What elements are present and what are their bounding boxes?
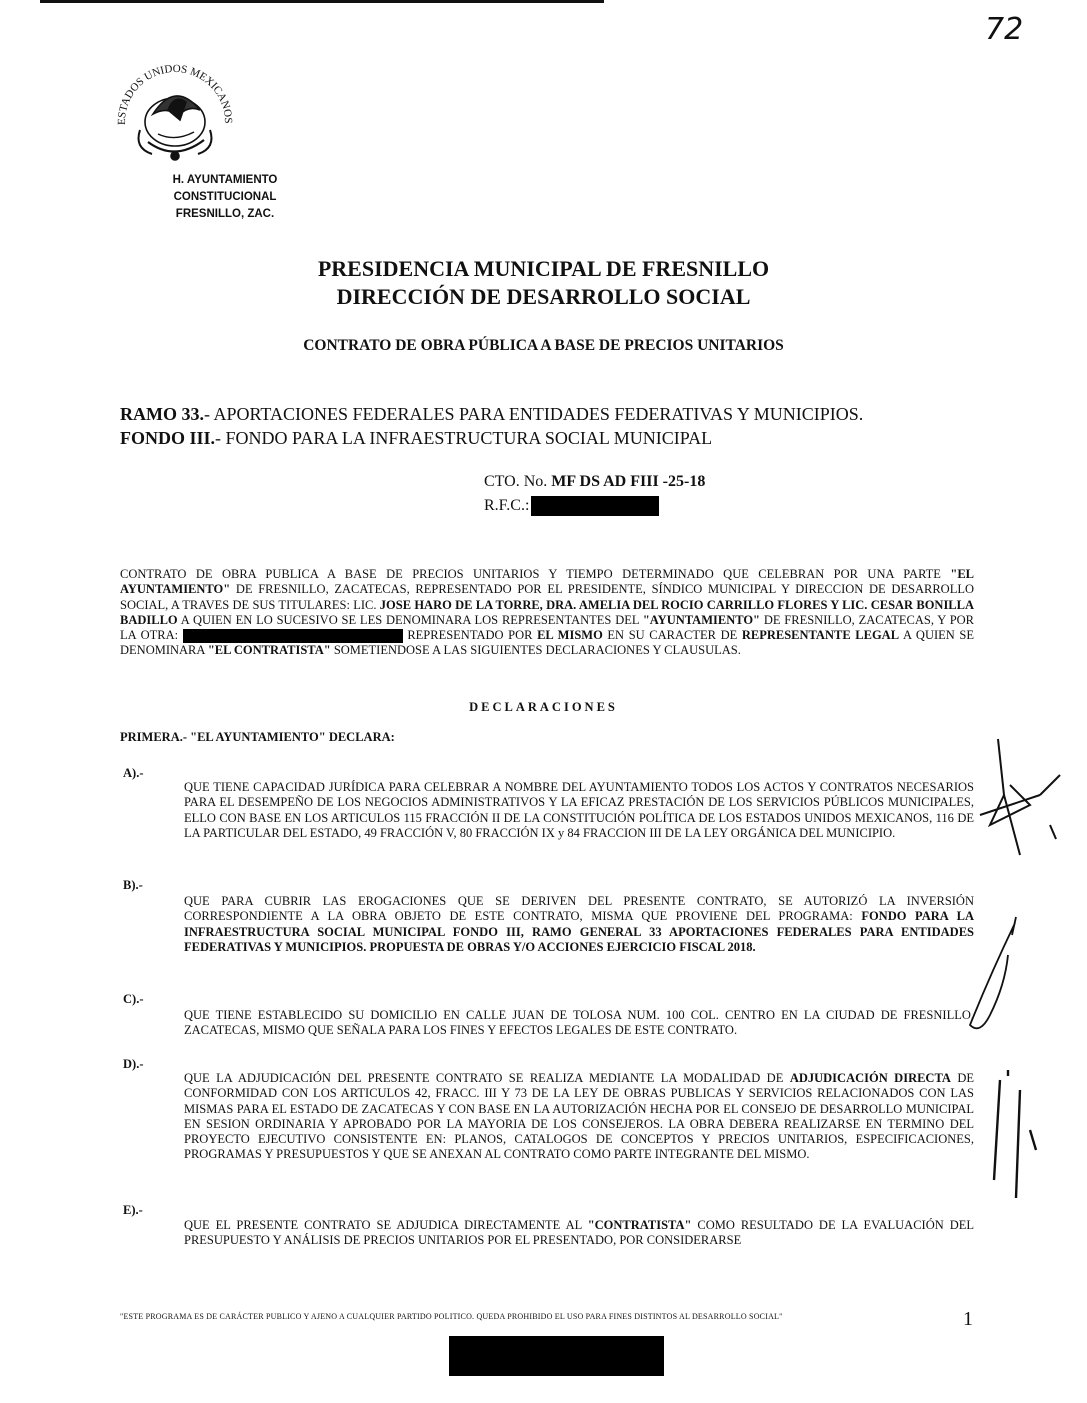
signature-mark-1: [960, 735, 1070, 865]
clause-a-label: A).-: [123, 766, 144, 780]
clause-d-plain-1: QUE LA ADJUDICACIÓN DEL PRESENTE CONTRATO SE REALIZA MEDIANTE LA MODALIDAD DE: [184, 1071, 784, 1085]
intro-text-6: EN SU CARACTER DE: [602, 628, 738, 643]
intro-bold-ayuntamiento-2: "AYUNTAMIENTO": [642, 612, 760, 627]
contract-number-block: [484, 470, 705, 518]
contract-subtitle: CONTRATO DE OBRA PÚBLICA A BASE DE PRECIOS UNITARIOS: [303, 337, 784, 354]
intro-bold-mismo: EL MISMO: [537, 628, 603, 643]
signature-mark-2: [960, 915, 1070, 1045]
rfc-label: R.F.C.:: [484, 497, 530, 514]
clause-b-text: [184, 894, 974, 955]
intro-bold-ayuntamiento: "EL AYUNTAMIENTO": [120, 567, 975, 597]
org-header: [150, 172, 300, 223]
clause-e-plain-2: COMO RESULTADO DE LA EVALUACIÓN DEL PRESUPUESTO Y ANÁLISIS DE PRECIOS UNITARIOS POR EL PRESENTADO, POR CONSIDERARSE: [184, 1218, 975, 1248]
fondo-text: - FONDO PARA LA INFRAESTRUCTURA SOCIAL MUNICIPAL: [215, 428, 713, 448]
clause-a-text: QUE TIENE CAPACIDAD JURÍDICA PARA CELEBRAR A NOMBRE DEL AYUNTAMIENTO TODOS LOS ACTOS Y CONTRATOS NECESARIOS PARA EL DESEMPEÑO DE LOS NEGOCIOS ADMINISTRATIVOS Y LA EFICAZ PRESTACIÓN DE LOS SERVICIOS PÚBLICOS MUNICIPALES, ELLO CON BASE EN LOS ARTICULOS 115 FRACCIÓN II DE LA CONSTITUCIÓN POLÍTICA DE LOS ESTADOS UNIDOS MEXICANOS, 116 DE LA PARTICULAR DEL ESTADO, 49 FRACCIÓN V, 80 FRACCIÓN IX y 84 FRACCION III DE LA LEY ORGÁNICA DEL MUNICIPIO.: [184, 780, 974, 840]
intro-text-7: A QUIEN SE DENOMINARA: [120, 628, 974, 658]
intro-text-8: SOMETIENDOSE A LAS SIGUIENTES DECLARACIONES Y CLAUSULAS.: [330, 643, 741, 658]
handwritten-page-number: 72: [985, 12, 1024, 47]
org-header-line-1: H. AYUNTAMIENTO: [172, 174, 278, 186]
org-header-line-2: CONSTITUCIONAL: [173, 191, 277, 203]
intro-text-4: DE FRESNILLO, ZACATECAS, Y POR LA OTRA:: [120, 612, 975, 643]
title-presidencia: PRESIDENCIA MUNICIPAL DE FRESNILLO: [317, 256, 770, 281]
top-rule: [40, 0, 604, 3]
footer-notice: "ESTE PROGRAMA ES DE CARÁCTER PUBLICO Y AJENO A CUALQUIER PARTIDO POLITICO. QUEDA PROHIBIDO EL USO PARA FINES DISTINTOS AL DESARROLLO SOCIAL": [120, 1312, 783, 1321]
clause-c-label: C).-: [123, 992, 144, 1006]
seal-ring-text: ESTADOS UNIDOS MEXICANOS: [115, 62, 235, 126]
mexican-coat-of-arms-seal: [108, 50, 242, 184]
intro-text-2: DE FRESNILLO, ZACATECAS, REPRESENTADO POR EL PRESIDENTE, SÍNDICO MUNICIPAL Y DIRECCION DE DESARROLLO SOCIAL, A TRAVES DE SUS TITULARES: LIC.: [120, 582, 974, 612]
primera-heading: PRIMERA.- "EL AYUNTAMIENTO" DECLARA:: [120, 730, 395, 744]
signature-initials: [960, 1070, 1070, 1200]
ramo-label: RAMO 33.: [120, 404, 204, 424]
intro-text-3: A QUIEN EN LO SUCESIVO SE LES DENOMINARA LOS REPRESENTANTES DEL: [177, 612, 640, 627]
clause-c-text: QUE TIENE ESTABLECIDO SU DOMICILIO EN CALLE JUAN DE TOLOSA NUM. 100 COL. CENTRO EN LA CIUDAD DE FRESNILLO, ZACATECAS, MISMO QUE SEÑALA PARA LOS FINES Y EFECTOS LEGALES DE ESTE CONTRATO.: [184, 1008, 974, 1038]
footer-redaction: [449, 1336, 664, 1376]
cto-label: CTO. No.: [484, 473, 548, 490]
intro-bold-contratista: "EL CONTRATISTA": [207, 643, 331, 658]
title-direccion: DIRECCIÓN DE DESARROLLO SOCIAL: [336, 284, 751, 309]
clause-e-bold: "CONTRATISTA": [587, 1218, 692, 1232]
intro-text-5: REPRESENTADO POR: [402, 628, 533, 643]
clause-b-bold: FONDO PARA LA INFRAESTRUCTURA SOCIAL MUNICIPAL FONDO III, RAMO GENERAL 33 APORTACIONES FEDERALES PARA ENTIDADES FEDERATIVAS Y MUNICIPIOS. PROPUESTA DE OBRAS Y/O ACCIONES EJERCICIO FISCAL 2018.: [184, 909, 975, 954]
intro-text-1: CONTRATO DE OBRA PUBLICA A BASE DE PRECIOS UNITARIOS Y TIEMPO DETERMINADO QUE CELEBRAN POR UNA PARTE: [120, 567, 941, 581]
ramo-fondo-block: [120, 402, 1000, 450]
org-header-line-3: FRESNILLO, ZAC.: [175, 208, 275, 220]
clause-d-text: [184, 1071, 974, 1163]
clause-d-label: D).-: [123, 1057, 144, 1071]
page-number: 1: [963, 1308, 973, 1330]
clause-b-plain: QUE PARA CUBRIR LAS EROGACIONES QUE SE DERIVEN DEL PRESENTE CONTRATO, SE AUTORIZÓ LA INVERSIÓN CORRESPONDIENTE A LA OBRA OBJETO DE ESTE CONTRATO, MISMA QUE PROVIENE DEL PROGRAMA:: [184, 894, 974, 924]
declaraciones-heading: DECLARACIONES: [469, 700, 618, 714]
intro-bold-titulares: JOSE HARO DE LA TORRE, DRA. AMELIA DEL ROCIO CARRILLO FLORES Y LIC. CESAR BONILLA BADILLO: [120, 597, 975, 627]
rfc-redaction: [531, 496, 659, 516]
cto-number: MF DS AD FIII -25-18: [551, 473, 706, 490]
intro-bold-representante: REPRESENTANTE LEGAL: [741, 628, 900, 643]
clause-e-text: [184, 1218, 974, 1249]
contractor-name-redaction: [183, 629, 403, 643]
clause-d-plain-2: DE CONFORMIDAD CON LOS ARTICULOS 42, FRACC. III Y 73 DE LA LEY DE OBRAS PUBLICAS Y SERVICIOS RELACIONADOS CON LAS MISMAS PARA EL ESTADO DE ZACATECAS Y CON BASE EN LA AUTORIZACIÓN HECHA POR EL CONSEJO DE DESARROLLO MUNICIPAL EN SESION ORDINARIA Y APROBADO POR LA MAYORIA DE LOS CONSEJEROS. LA OBRA DEBERA REALIZARSE EN TERMINO DEL PROYECTO EJECUTIVO CONSISTENTE EN: PLANOS, CATALOGOS DE CONCEPTOS Y PRECIOS UNITARIOS, ESPECIFICACIONES, PROGRAMAS Y PRESUPUESTOS Y QUE SE ANEXAN AL CONTRATO COMO PARTE INTEGRANTE DEL MISMO.: [184, 1071, 975, 1162]
clause-e-label: E).-: [123, 1203, 143, 1217]
intro-paragraph: [120, 567, 974, 659]
fondo-label: FONDO III.: [120, 428, 216, 448]
ramo-text: - APORTACIONES FEDERALES PARA ENTIDADES FEDERATIVAS Y MUNICIPIOS.: [204, 404, 864, 424]
clause-d-bold: ADJUDICACIÓN DIRECTA: [789, 1071, 951, 1085]
clause-e-plain-1: QUE EL PRESENTE CONTRATO SE ADJUDICA DIRECTAMENTE AL: [184, 1218, 582, 1232]
clause-b-label: B).-: [123, 878, 143, 892]
